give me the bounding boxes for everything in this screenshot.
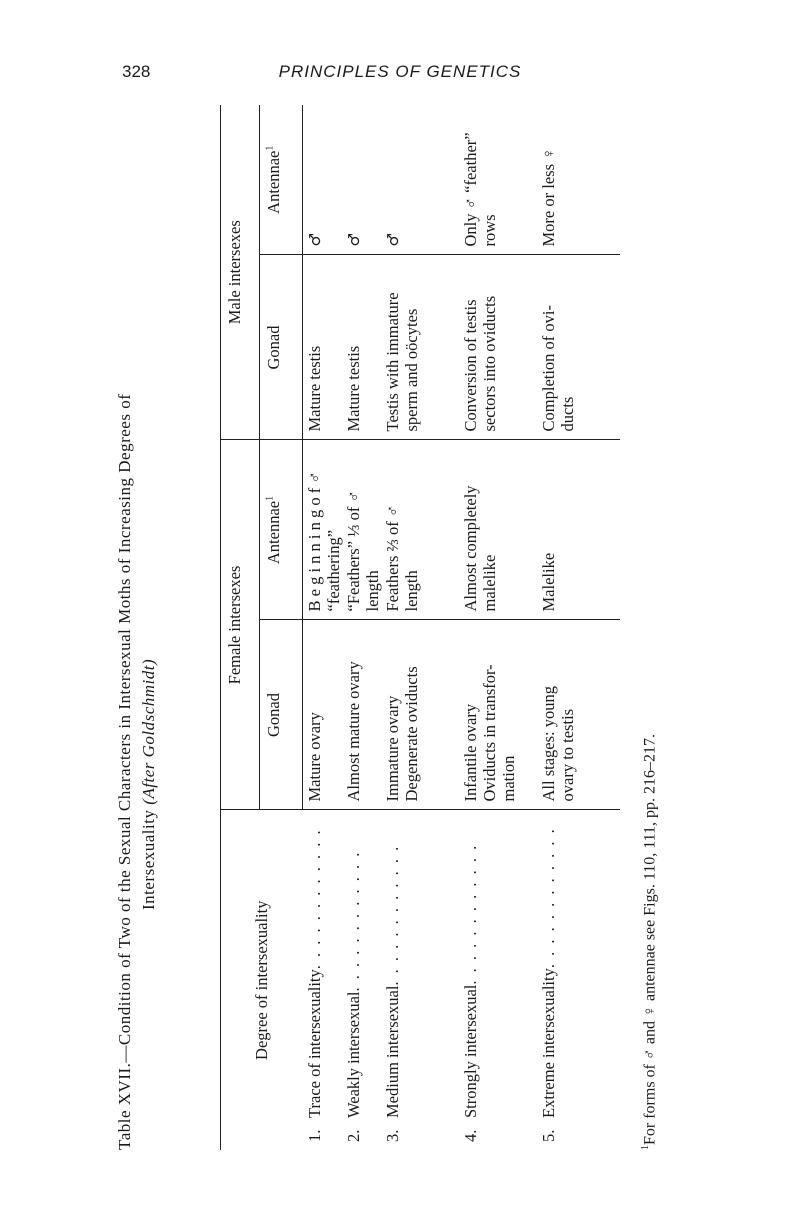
column-header-degree: Degree of intersexuality	[221, 810, 303, 1150]
female-antennae-row-3: Feathers ⅔ of ♂ length	[383, 504, 421, 612]
female-antennae-row-4: Almost completely malelike	[461, 485, 499, 612]
subheader-male-gonad: Gonad	[260, 255, 303, 440]
subheader-female-gonad: Gonad	[260, 620, 303, 810]
table-body-row	[303, 105, 621, 1150]
footnote-marker: 1	[264, 495, 276, 501]
male-gonad-row-1: Mature testis	[305, 345, 324, 432]
female-gonad-row-4: Infantile ovary Oviducts in transfor- mation	[461, 664, 518, 802]
female-gonad-column	[303, 620, 621, 810]
male-gonad-row-4: Conversion of testis sectors into oviducts	[461, 295, 499, 432]
subheader-female-antennae: Antennae$^1$	[260, 440, 303, 620]
caption-line-2	[139, 90, 159, 1150]
degree-row-3: 3. Medium intersexual . . . . . . . . . . . .	[382, 844, 402, 1142]
degree-column	[303, 810, 621, 1150]
female-gonad-row-5: All stages: young ovary to testis	[539, 686, 577, 802]
footnote	[640, 90, 659, 1150]
caption-attribution: (After Goldschmidt)	[139, 658, 158, 805]
male-antennae-row-3: ♂	[384, 233, 402, 247]
male-gonad-row-3: Testis with immature sperm and oöcytes	[383, 292, 421, 432]
female-antennae-row-2: “Feathers” ⅓ of ♂ length	[344, 490, 382, 612]
table-caption	[115, 90, 159, 1150]
rotated-table-region	[115, 90, 680, 1150]
female-gonad-row-2: Almost mature ovary	[344, 661, 363, 802]
caption-line-2-text: Intersexuality	[139, 809, 158, 910]
running-head: PRINCIPLES OF GENETICS	[278, 62, 522, 81]
degree-row-2: 2. Weakly intersexual . . . . . . . . . . . .	[343, 850, 363, 1142]
degree-row-1: 1. Trace of intersexuality . . . . . . . . . . . .	[304, 828, 324, 1142]
intersexuality-table	[220, 105, 620, 1150]
female-gonad-row-3: Immature ovary Degenerate oviducts	[383, 666, 421, 802]
female-gonad-row-1: Mature ovary	[305, 712, 324, 802]
male-gonad-column	[303, 255, 621, 440]
footnote-marker: 1	[264, 145, 276, 151]
caption-line-1: Table XVII.—Condition of Two of the Sexual Characters in Intersexual Moths of Increasing Degrees of	[115, 393, 134, 1150]
female-antennae-column	[303, 440, 621, 620]
male-antennae-row-4: Only ♂ “feather” rows	[461, 132, 499, 247]
degree-row-4: 4. Strongly intersexual . . . . . . . . . . . .	[460, 843, 480, 1142]
male-antennae-row-1: ♂	[306, 233, 324, 247]
footnote-marker: 1	[640, 1145, 651, 1150]
female-antennae-row-5: Malelike	[539, 552, 558, 612]
male-gonad-row-5: Completion of ovi- ducts	[539, 304, 577, 432]
subheader-male-antennae: Antennae$^1$	[260, 105, 303, 255]
male-antennae-column	[303, 105, 621, 255]
female-antennae-row-1: B e g i n n i n g o f ♂ “feathering”	[305, 471, 343, 612]
footnote-text: For forms of ♂ and ♀ antennae see Figs. 110, 111, pp. 216–217.	[641, 733, 659, 1145]
group-header-male: Male intersexes	[221, 105, 260, 440]
male-antennae-row-2: ♂	[345, 233, 363, 247]
group-header-female: Female intersexes	[221, 440, 260, 810]
page-number: 328	[122, 62, 151, 81]
male-gonad-row-2: Mature testis	[344, 345, 363, 432]
degree-row-5: 5. Extreme intersexuality . . . . . . . . . . . .	[538, 827, 558, 1142]
male-antennae-row-5: More or less ♀	[539, 147, 558, 247]
